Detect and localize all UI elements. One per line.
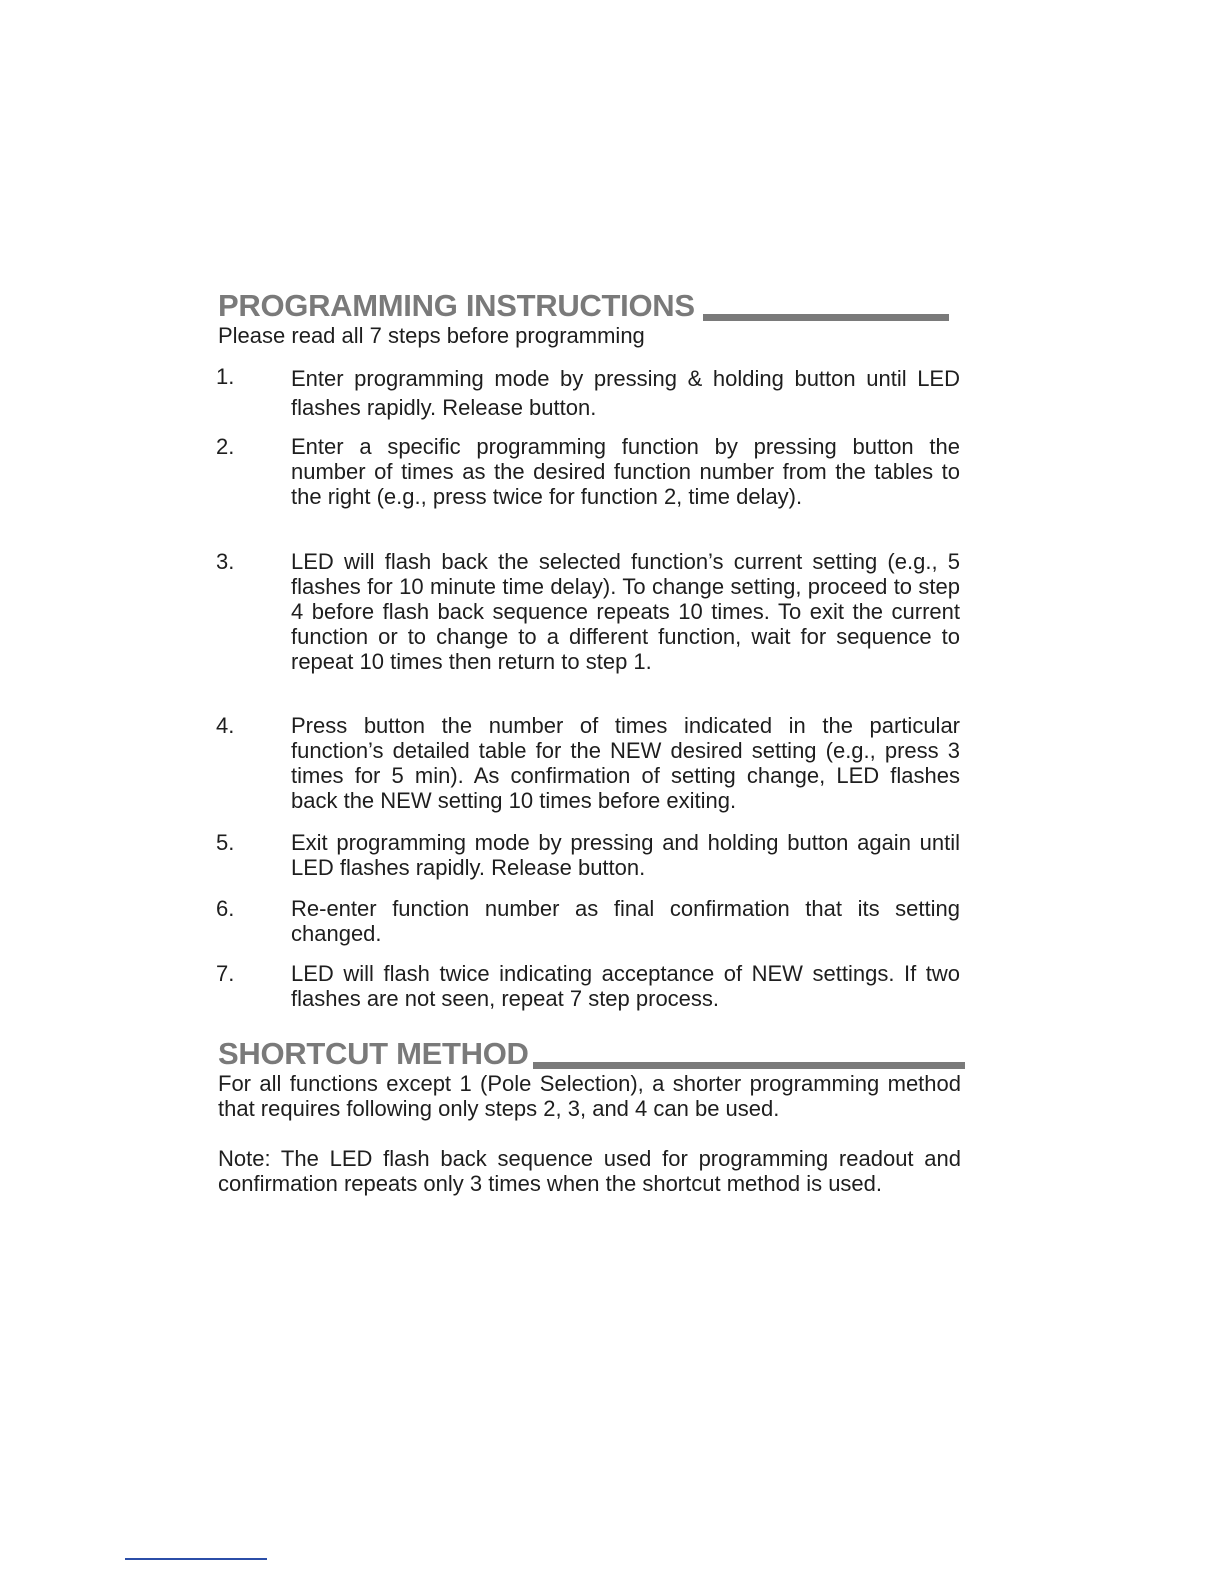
step-text: Enter a specific programming function by pressing button the number of times as the desired function number from the tables to the right (e.g., press twice for function 2, time delay). [291, 434, 960, 509]
step-text: Enter programming mode by pressing & holding button until LED flashes rapidly. Release button. [291, 366, 960, 420]
step-number: 6. [216, 896, 235, 921]
programming-instructions-title: PROGRAMMING INSTRUCTIONS [218, 288, 695, 323]
step-text: Exit programming mode by pressing and holding button again until LED flashes rapidly. Release button. [291, 830, 960, 880]
shortcut-method-heading [218, 1038, 965, 1070]
step-number: 7. [216, 961, 235, 986]
step-text: Press button the number of times indicated in the particular function’s detailed table for the NEW desired setting (e.g., press 3 times for 5 min). As confirmation of setting change, LED flashes back the NEW setting 10 times before exiting. [291, 713, 960, 813]
shortcut-description: For all functions except 1 (Pole Selection), a shorter programming method that requires following only steps 2, 3, and 4 can be used. [218, 1071, 961, 1121]
step-number: 3. [216, 549, 235, 574]
footnote-divider [125, 1558, 267, 1560]
step-item [216, 549, 960, 674]
step-number: 2. [216, 434, 235, 459]
step-item [216, 830, 960, 880]
shortcut-note: Note: The LED flash back sequence used for programming readout and confirmation repeats only 3 times when the shortcut method is used. [218, 1146, 961, 1196]
step-text: Re-enter function number as final confirmation that its setting changed. [291, 896, 960, 946]
step-number: 4. [216, 713, 235, 738]
step-number: 1. [216, 364, 235, 389]
shortcut-method-title: SHORTCUT METHOD [218, 1036, 529, 1071]
step-text: LED will flash back the selected function’s current setting (e.g., 5 flashes for 10 minute time delay). To change setting, proceed to step 4 before flash back sequence repeats 10 times. To exit the current function or to change to a different function, wait for sequence to repeat 10 times then return to step 1. [291, 549, 960, 674]
step-item [216, 364, 960, 422]
step-item [216, 961, 960, 1011]
step-number: 5. [216, 830, 235, 855]
programming-instructions-heading [218, 290, 949, 322]
step-item [216, 434, 960, 509]
step-item [216, 896, 960, 946]
heading-rule [703, 314, 949, 321]
programming-intro: Please read all 7 steps before programming [218, 323, 645, 348]
step-item [216, 713, 960, 813]
heading-rule [533, 1062, 965, 1069]
step-text: LED will flash twice indicating acceptance of NEW settings. If two flashes are not seen, repeat 7 step process. [291, 961, 960, 1011]
